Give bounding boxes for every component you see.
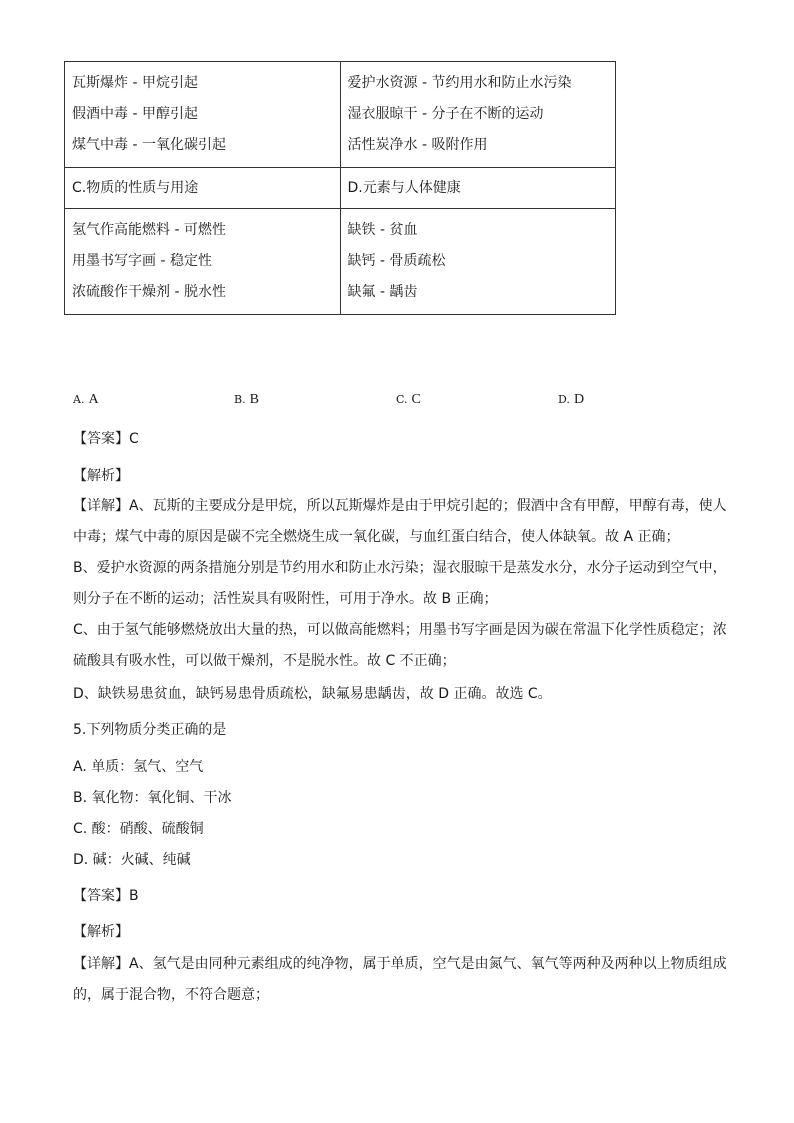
table-row bbox=[65, 62, 616, 168]
table-line: 瓦斯爆炸 - 甲烷引起 bbox=[72, 75, 198, 91]
q5-option-b[interactable]: B. 氧化物：氧化铜、干冰 bbox=[73, 790, 232, 806]
table-line: 缺钙 - 骨质疏松 bbox=[347, 253, 446, 269]
table-line: 浓硫酸作干燥剂 - 脱水性 bbox=[72, 284, 226, 300]
q5-detail-a bbox=[73, 949, 733, 1011]
option-value: B bbox=[249, 392, 259, 407]
q4-detail-d: D、缺铁易患贫血，缺钙易患骨质疏松，缺氟易患龋齿，故 D 正确。故选 C。 bbox=[73, 686, 552, 702]
table-line: 湿衣服晾干 - 分子在不断的运动 bbox=[347, 106, 544, 122]
q5-stem: 5.下列物质分类正确的是 bbox=[73, 722, 227, 738]
table-header-d: D.元素与人体健康 bbox=[340, 168, 616, 209]
table-cell-d-content bbox=[340, 209, 616, 315]
table-line: 假酒中毒 - 甲醇引起 bbox=[72, 106, 198, 122]
option-key: D. bbox=[558, 393, 570, 406]
table-line: 用墨书写字画 - 稳定性 bbox=[72, 253, 212, 269]
q4-option-c[interactable] bbox=[396, 392, 421, 408]
q4-option-d[interactable] bbox=[558, 392, 584, 408]
table-line: 缺铁 - 贫血 bbox=[347, 222, 418, 238]
table-line: 氢气作高能燃料 - 可燃性 bbox=[72, 222, 226, 238]
table-line: 活性炭净水 - 吸附作用 bbox=[347, 137, 488, 153]
detail-label: 【详解】 bbox=[73, 498, 129, 514]
option-key: B. bbox=[234, 393, 246, 406]
table-cell-a-content bbox=[65, 62, 341, 168]
q4-answer bbox=[73, 428, 733, 450]
option-value: C bbox=[411, 392, 421, 407]
q4-options bbox=[73, 392, 633, 414]
q4-analysis-label: 【解析】 bbox=[73, 468, 129, 484]
q5-option-c[interactable]: C. 酸：硝酸、硫酸铜 bbox=[73, 821, 204, 837]
q4-detail-c: C、由于氢气能够燃烧放出大量的热，可以做高能燃料；用墨书写字画是因为碳在常温下化学性质稳定；浓硫酸具有吸水性，可以做干燥剂，不是脱水性。故 C 不正确； bbox=[73, 622, 727, 669]
q5-analysis-label: 【解析】 bbox=[73, 924, 129, 940]
table-cell-b-content bbox=[340, 62, 616, 168]
answer-label: 【答案】 bbox=[73, 431, 129, 447]
table-line: 爱护水资源 - 节约用水和防止水污染 bbox=[347, 75, 572, 91]
answer-value: B bbox=[129, 888, 139, 904]
table-row bbox=[65, 209, 616, 315]
option-key: C. bbox=[396, 393, 408, 406]
table-header-c: C.物质的性质与用途 bbox=[65, 168, 341, 209]
detail-label: 【详解】 bbox=[73, 956, 129, 972]
q4-detail-b: B、爱护水资源的两条措施分别是节约用水和防止水污染；湿衣服晾干是蒸发水分，水分子运动到空气中，则分子在不断的运动；活性炭具有吸附性，可用于净水。故 B 正确； bbox=[73, 560, 727, 607]
knowledge-table bbox=[64, 61, 616, 315]
detail-text: A、氢气是由同种元素组成的纯净物，属于单质，空气是由氮气、氧气等两种及两种以上物质组成的，属于混合物，不符合题意； bbox=[73, 956, 727, 1003]
option-value: A bbox=[88, 392, 99, 407]
q4-detail-a bbox=[73, 491, 733, 553]
q5-option-d[interactable]: D. 碱：火碱、纯碱 bbox=[73, 852, 191, 868]
q5-option-a[interactable]: A. 单质：氢气、空气 bbox=[73, 759, 204, 775]
option-key: A. bbox=[73, 393, 85, 406]
answer-label: 【答案】 bbox=[73, 888, 129, 904]
option-value: D bbox=[573, 392, 585, 407]
detail-text: A、瓦斯的主要成分是甲烷，所以瓦斯爆炸是由于甲烷引起的；假酒中含有甲醇，甲醇有毒，使人中毒；煤气中毒的原因是碳不完全燃烧生成一氧化碳，与血红蛋白结合，使人体缺氧。故 A 正确； bbox=[73, 498, 727, 545]
table-line: 缺氟 - 龋齿 bbox=[347, 284, 418, 300]
table-row bbox=[65, 168, 616, 209]
table-line: 煤气中毒 - 一氧化碳引起 bbox=[72, 137, 226, 153]
q5-answer bbox=[73, 885, 733, 907]
answer-value: C bbox=[129, 431, 139, 447]
table-cell-c-content bbox=[65, 209, 341, 315]
q4-option-b[interactable] bbox=[234, 392, 259, 408]
q4-option-a[interactable] bbox=[73, 392, 99, 408]
